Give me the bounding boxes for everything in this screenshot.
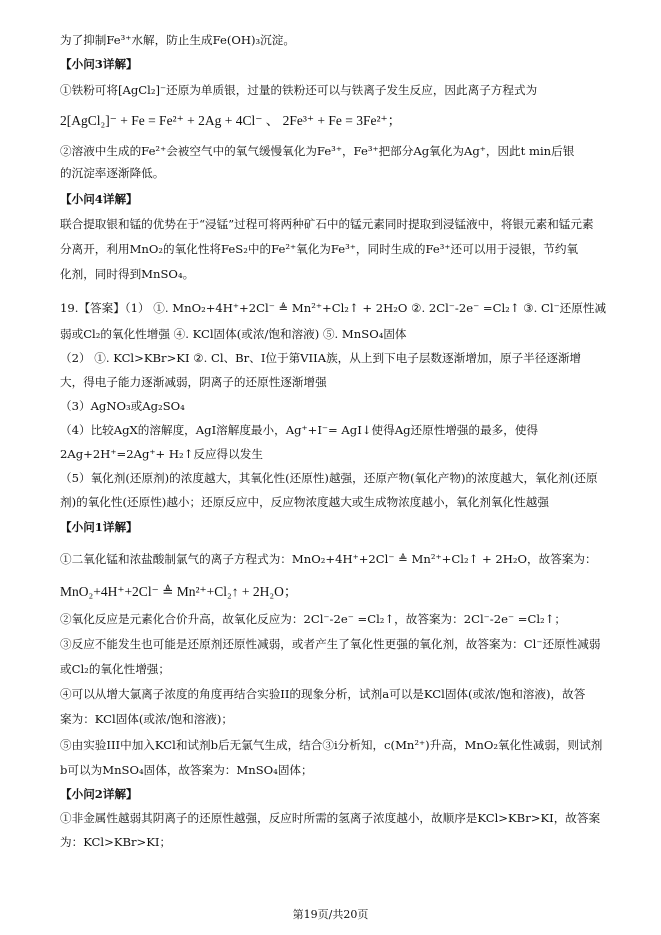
- text-line: 弱或Cl₂的氧化性增强 ④. KCl固体(或浓/饱和溶液) ⑤. MnSO₄固体: [60, 327, 407, 341]
- text-line: 案为：KCl固体(或浓/饱和溶液)；: [60, 712, 234, 726]
- text-line: 为：KCl>KBr>KI；: [60, 835, 172, 849]
- text-line: （3）AgNO₃或Ag₂SO₄: [60, 399, 185, 413]
- text-line: 2Ag+2H⁺=2Ag⁺+ H₂↑反应得以发生: [60, 447, 263, 461]
- text-line: ②氧化反应是元素化合价升高，故氧化反应为：2Cl⁻-2e⁻ =Cl₂↑，故答案为：2Cl⁻-2e⁻ =Cl₂↑；: [60, 612, 567, 626]
- text-line: 化剂，同时得到MnSO₄。: [60, 267, 195, 281]
- section-heading: 【小问4详解】: [60, 192, 138, 206]
- text-line: （4）比较AgX的溶解度，AgI溶解度最小，Ag⁺+I⁻= AgI↓使得Ag还原性增强的最多，使得: [60, 423, 539, 437]
- text-line: 为了抑制Fe³⁺水解，防止生成Fe(OH)₃沉淀。: [60, 33, 295, 47]
- section-heading: 【小问3详解】: [60, 57, 138, 71]
- section-heading: 【小问2详解】: [60, 787, 138, 801]
- answer-line: 19.【答案】（1） ①. MnO₂+4H⁺+2Cl⁻ ≜ Mn²⁺+Cl₂↑ + 2H₂O ②. 2Cl⁻-2e⁻ =Cl₂↑ ③. Cl⁻还原性减: [60, 301, 607, 315]
- text-line: ①非金属性越弱其阴离子的还原性越强，反应时所需的氢离子浓度越小，故顺序是KCl>KBr>KI，故答案: [60, 811, 601, 825]
- equation-line: MnO₂+4H⁺+2Cl⁻ ≜ Mn²⁺+Cl₂↑ + 2H₂O；: [60, 584, 298, 599]
- text-line: ③反应不能发生也可能是还原剂还原性减弱，或者产生了氧化性更强的氧化剂，故答案为：Cl⁻还原性减弱: [60, 637, 601, 651]
- text-line: ①二氧化锰和浓盐酸制氯气的离子方程式为：MnO₂+4H⁺+2Cl⁻ ≜ Mn²⁺+Cl₂↑ + 2H₂O，故答案为：: [60, 552, 597, 566]
- text-line: ④可以从增大氯离子浓度的角度再结合实验II的现象分析，试剂a可以是KCl固体(或浓/饱和溶液)，故答: [60, 687, 586, 701]
- page-number-footer: 第19页/共20页: [292, 908, 369, 921]
- text-line: ②溶液中生成的Fe²⁺会被空气中的氧气缓慢氧化为Fe³⁺，Fe³⁺把部分Ag氧化为Ag⁺，因此t min后银: [60, 144, 575, 158]
- text-line: 的沉淀率逐渐降低。: [60, 166, 165, 180]
- text-line: ⑤由实验III中加入KCl和试剂b后无氯气生成，结合③i分析知，c(Mn²⁺)升高，MnO₂氧化性减弱，则试剂: [60, 738, 603, 752]
- text-line: （2） ①. KCl>KBr>KI ②. Cl、Br、I位于第VIIA族，从上到下电子层数逐渐增加，原子半径逐渐增: [60, 351, 582, 365]
- text-line: 剂)的氧化性(还原性)越小；还原反应中，反应物浓度越大或生成物浓度越小，氧化剂氧化性越强: [60, 495, 549, 509]
- text-line: （5）氧化剂(还原剂)的浓度越大，其氧化性(还原性)越强，还原产物(氧化产物)的浓度越大，氧化剂(还原: [60, 471, 598, 485]
- text-line: 分离开，利用MnO₂的氧化性将FeS₂中的Fe²⁺氧化为Fe³⁺，同时生成的Fe³⁺还可以用于浸银，节约氧: [60, 242, 579, 256]
- section-heading: 【小问1详解】: [60, 520, 138, 534]
- text-line: 或Cl₂的氧化性增强；: [60, 662, 170, 676]
- text-line: b可以为MnSO₄固体，故答案为：MnSO₄固体；: [60, 763, 313, 777]
- text-line: ①铁粉可将[AgCl₂]⁻还原为单质银，过量的铁粉还可以与铁离子发生反应，因此离子方程式为: [60, 83, 538, 97]
- text-line: 联合提取银和锰的优势在于“浸锰”过程可将两种矿石中的锰元素同时提取到浸锰液中，将银元素和锰元素: [60, 217, 594, 231]
- text-line: 大，得电子能力逐渐减弱，阴离子的还原性逐渐增强: [60, 375, 327, 389]
- equation-line: 2[AgCl₂]⁻ + Fe = Fe²⁺ + 2Ag + 4Cl⁻ 、 2Fe³⁺ + Fe = 3Fe²⁺；: [60, 113, 402, 128]
